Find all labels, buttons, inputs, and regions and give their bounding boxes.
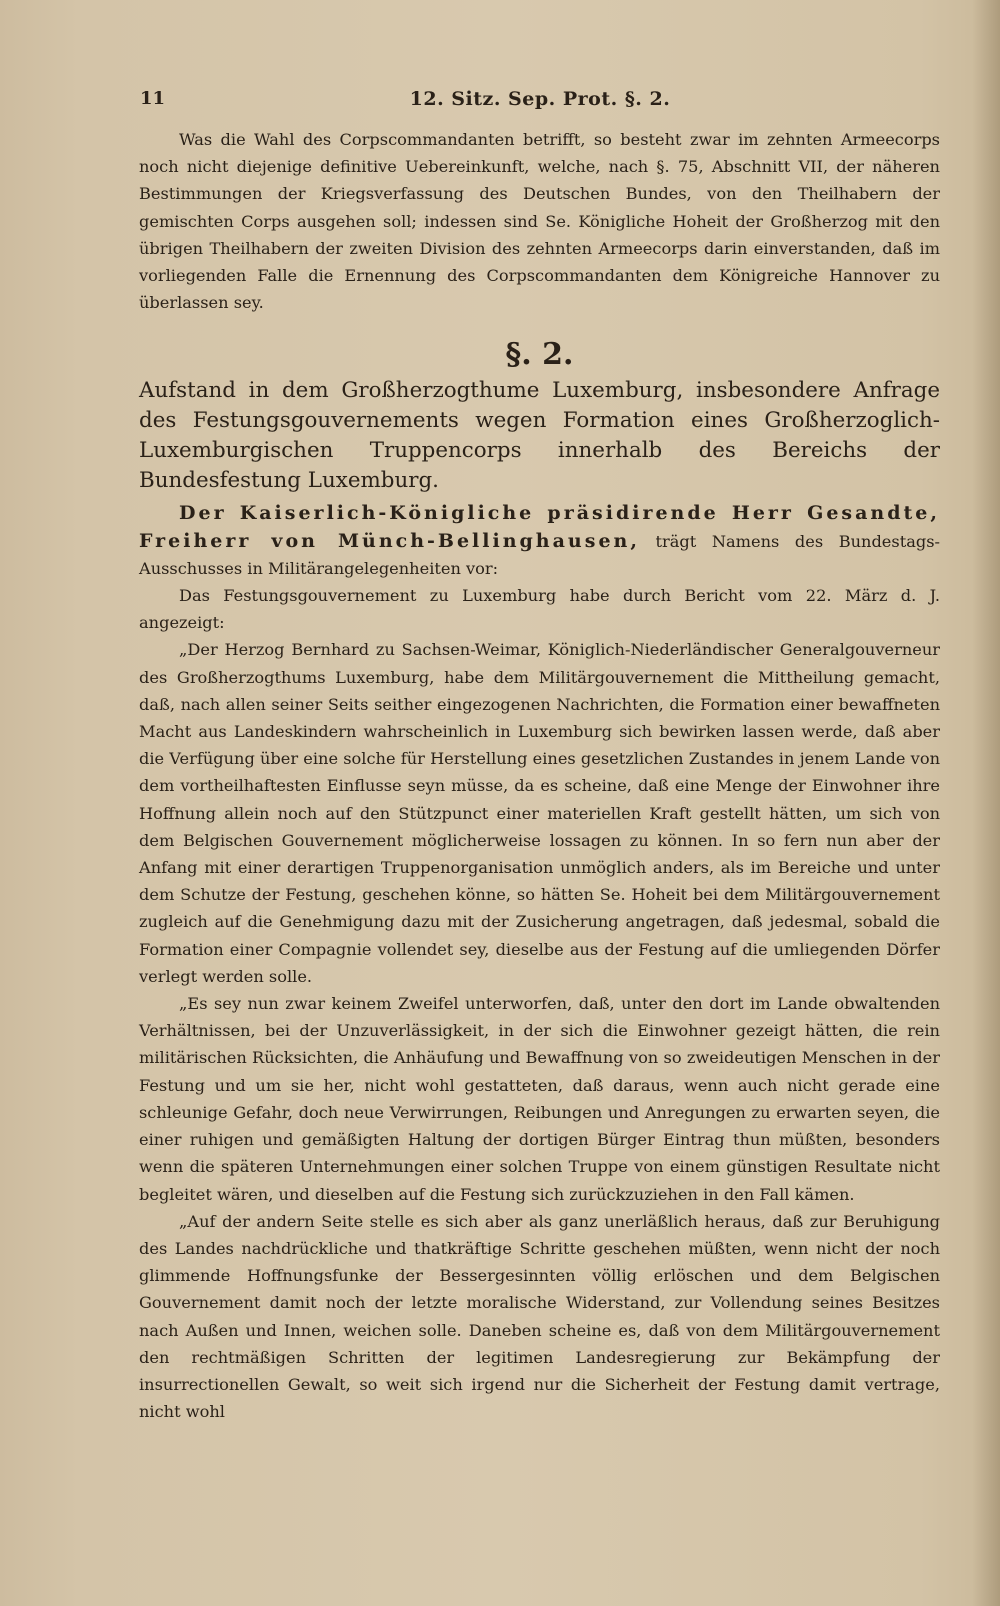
paragraph-corps-commander: Was die Wahl des Corpscommandanten betrifft, so besteht zwar im zehnten Armeecorps noch nicht diejenige definitive Uebereinkunft, welche, nach §. 75, Abschnitt VII, der näheren Bestimmungen der Kriegsverfassung des Deutschen Bundes, von den Theilhabern der gemischten Corps ausgehen soll; indessen sind Se. Königliche Hoheit der Großherzog mit den übrigen Theilhabern der zweiten Division des zehnten Armeecorps darin einverstanden, daß im vorliegenden Falle die Ernennung des Corpscommandanten dem Königreiche Hannover zu überlassen sey. — [139, 130, 940, 313]
page-body — [139, 126, 940, 1425]
envoy-report-text: trägt Namens des Bundestags-Ausschusses in Militärangelegenheiten vor: — [139, 531, 940, 578]
page-number: 11 — [140, 88, 166, 109]
envoy-name: Der Kaiserlich-Königliche präsidirende Herr Gesandte, Freiherr von Münch-Bellinghausen, — [139, 502, 940, 552]
page-edge-shadow — [972, 0, 1000, 1606]
section-title: Aufstand in dem Großherzogthume Luxemburg, insbesondere Anfrage des Festungsgouvernements wegen Formation eines Großherzoglich-Luxemburgischen Truppencorps innerhalb des Bereichs der Bundesfestung Luxemburg. — [139, 378, 940, 494]
paragraph-envoy-report — [139, 500, 940, 582]
paragraph-duke-bernhard: „Der Herzog Bernhard zu Sachsen-Weimar, Königlich-Niederländischer Generalgouverneur des Großherzogthums Luxemburg, habe dem Militärgouvernement die Mittheilung gemacht, daß, nach allen seiner Seits seither eingezogenen Nachrichten, die Formation einer bewaffneten Macht aus Landeskindern wahrscheinlich in Luxemburg sich bewirken lassen werde, daß aber die Verfügung über eine solche für Herstellung eines gesetzlichen Zustandes in jenem Lande von dem vortheilhaftesten Einflusse seyn müsse, da es scheine, daß eine Menge der Einwohner ihre Hoffnung allein noch auf den Stützpunct einer materiellen Kraft gestellt hätten, um sich von dem Belgischen Gouvernement möglicherweise lossagen zu können. In so fern nun aber der Anfang mit einer derartigen Truppenorganisation unmöglich anders, als im Bereiche und unter dem Schutze der Festung, geschehen könne, so hätten Se. Hoheit bei dem Militärgouvernement zugleich auf die Genehmigung dazu mit der Zusicherung angetragen, daß jedesmal, sobald die Formation einer Compagnie vollendet sey, dieselbe aus der Festung auf die umliegenden Dörfer verlegt werden solle. — [139, 640, 940, 986]
section-mark: §. 2. — [505, 337, 574, 373]
page-header — [140, 88, 940, 118]
paragraph-circumstances: „Es sey nun zwar keinem Zweifel unterworfen, daß, unter den dort im Lande obwaltenden Verhältnissen, bei der Unzuverlässigkeit, in der sich die Einwohner gezeigt hätten, die rein militärischen Rücksichten, die Anhäufung und Bewaffnung von so zweideutigen Menschen in der Festung und um sie her, nicht wohl gestatteten, daß daraus, wenn auch nicht gerade eine schleunige Gefahr, doch neue Verwirrungen, Reibungen und Anregungen zu erwarten seyen, die einer ruhigen und gemäßigten Haltung der dortigen Bürger Eintrag thun müßten, besonders wenn die späteren Unternehmungen einer solchen Truppe von einem günstigen Resultate nicht begleitet wären, und dieselben auf die Festung sich zurückzuziehen in den Fall kämen. — [139, 994, 940, 1204]
paragraph-other-side: „Auf der andern Seite stelle es sich aber als ganz unerläßlich heraus, daß zur Beruhigung des Landes nachdrückliche und thatkräftige Schritte geschehen müßten, wenn nicht der noch glimmende Hoffnungsfunke der Bessergesinnten völlig erlöschen und dem Belgischen Gouvernement damit noch der letzte moralische Widerstand, zur Vollendung seines Besitzes nach Außen und Innen, weichen solle. Daneben scheine es, daß von dem Militärgouvernement den rechtmäßigen Schritten der legitimen Landesregierung zur Bekämpfung der insurrectionellen Gewalt, so weit sich irgend nur die Sicherheit der Festung damit vertrage, nicht wohl — [139, 1211, 940, 1422]
paragraph-fortress-report: Das Festungsgouvernement zu Luxemburg habe durch Bericht vom 22. März d. J. angezeigt: — [139, 586, 940, 633]
running-title: 12. Sitz. Sep. Prot. §. 2. — [409, 88, 671, 110]
